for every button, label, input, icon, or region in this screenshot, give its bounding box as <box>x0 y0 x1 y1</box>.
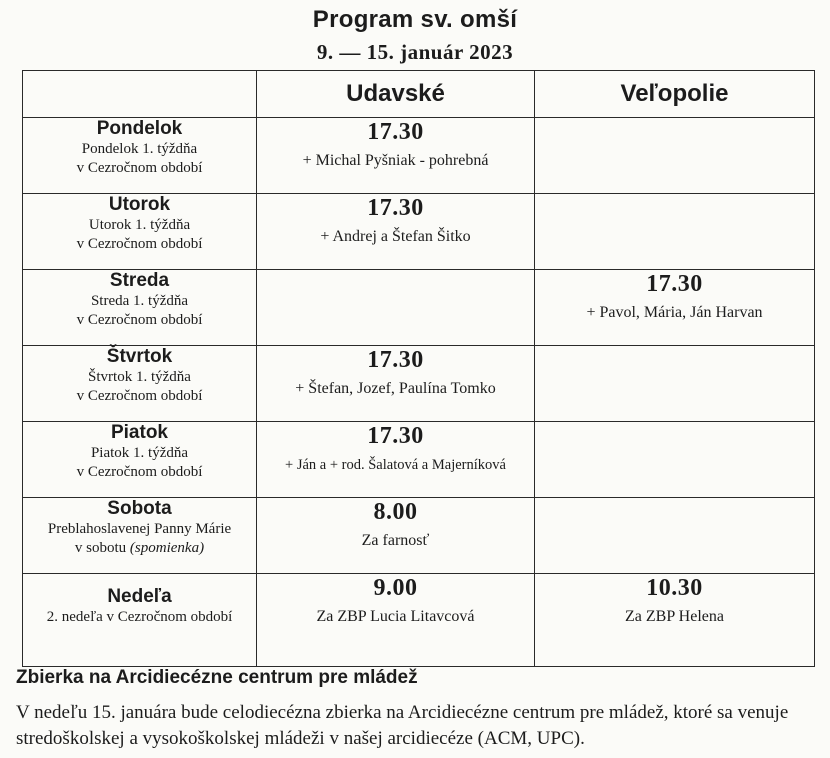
day-subtitle: 2. nedeľa v Cezročnom období <box>46 609 233 625</box>
mass-cell-udavske <box>257 574 535 667</box>
day-name: Utorok <box>108 194 171 215</box>
mass-intention: Za ZBP Helena <box>625 608 724 625</box>
mass-cell-udavske <box>257 118 535 194</box>
mass-cell-velopolie <box>535 422 815 498</box>
mass-cell-udavske <box>257 346 535 422</box>
day-subtitle: v Cezročnom období <box>76 388 203 404</box>
table-row <box>23 498 815 574</box>
day-subtitle: v Cezročnom období <box>76 236 203 252</box>
memorial-label: (spomienka) <box>129 540 205 556</box>
mass-intention: Za farnosť <box>361 532 430 549</box>
day-cell <box>23 574 257 667</box>
table-row <box>23 194 815 270</box>
day-name: Štvrtok <box>106 346 173 367</box>
mass-cell-velopolie <box>535 346 815 422</box>
table-row <box>23 422 815 498</box>
day-subtitle: Preblahoslavenej Panny Márie <box>47 521 232 537</box>
mass-cell-velopolie <box>535 498 815 574</box>
day-subtitle: Pondelok 1. týždňa <box>81 141 198 157</box>
mass-time: 17.30 <box>367 347 424 373</box>
mass-cell-velopolie <box>535 118 815 194</box>
day-cell <box>23 346 257 422</box>
mass-intention: Za ZBP Lucia Litavcová <box>316 608 475 625</box>
page-title: Program sv. omší <box>312 6 518 33</box>
day-name: Sobota <box>107 498 172 519</box>
day-subtitle: v sobotu <box>74 540 130 556</box>
day-name: Streda <box>109 270 170 291</box>
table-row <box>23 346 815 422</box>
date-range: 9. — 15. január 2023 <box>316 40 514 64</box>
table-row <box>23 574 815 667</box>
mass-time: 8.00 <box>373 499 418 525</box>
mass-time: 17.30 <box>367 119 424 145</box>
mass-time: 10.30 <box>646 575 703 601</box>
mass-intention: + Pavol, Mária, Ján Harvan <box>586 304 763 321</box>
mass-intention: + Ján a + rod. Šalatová a Majerníková <box>285 457 506 473</box>
mass-intention: + Andrej a Štefan Šitko <box>320 228 471 245</box>
mass-time: 17.30 <box>367 423 424 449</box>
day-name: Piatok <box>110 422 169 443</box>
day-cell <box>23 498 257 574</box>
day-subtitle: Piatok 1. týždňa <box>90 445 189 461</box>
mass-intention: + Michal Pyšniak - pohrebná <box>302 152 489 169</box>
mass-cell-velopolie <box>535 194 815 270</box>
mass-schedule-table <box>22 70 815 667</box>
day-subtitle: v Cezročnom období <box>76 160 203 176</box>
mass-time: 9.00 <box>373 575 418 601</box>
mass-cell-udavske <box>257 194 535 270</box>
table-row <box>23 118 815 194</box>
column-header-udavske: Udavské <box>257 71 535 118</box>
column-header-velopolie: Veľopolie <box>535 71 815 118</box>
day-subtitle-line <box>23 539 256 558</box>
day-cell <box>23 270 257 346</box>
notice-heading: Zbierka na Arcidiecézne centrum pre mládež <box>16 667 418 688</box>
day-subtitle: v Cezročnom období <box>76 312 203 328</box>
day-subtitle: Streda 1. týždňa <box>90 293 189 309</box>
day-name: Pondelok <box>96 118 183 139</box>
mass-cell-udavske <box>257 498 535 574</box>
day-cell <box>23 422 257 498</box>
day-subtitle: v Cezročnom období <box>76 464 203 480</box>
mass-time: 17.30 <box>367 195 424 221</box>
mass-time: 17.30 <box>646 271 703 297</box>
mass-cell-velopolie <box>535 574 815 667</box>
day-cell <box>23 194 257 270</box>
day-name: Nedeľa <box>107 586 172 607</box>
day-subtitle: Štvrtok 1. týždňa <box>88 369 191 385</box>
mass-cell-udavske <box>257 270 535 346</box>
mass-cell-udavske <box>257 422 535 498</box>
mass-intention: + Štefan, Jozef, Paulína Tomko <box>295 380 496 397</box>
mass-cell-velopolie <box>535 270 815 346</box>
table-row <box>23 270 815 346</box>
day-subtitle: Utorok 1. týždňa <box>88 217 191 233</box>
table-header-row <box>23 71 815 118</box>
notice-text: V nedeľu 15. januára bude celodiecézna zbierka na Arcidiecézne centrum pre mládež, ktoré sa venuje stredoškolskej a vysokoškolskej mládeži v našej arcidiecéze (ACM, UPC). <box>16 702 789 749</box>
header-empty-cell <box>23 71 257 118</box>
day-cell <box>23 118 257 194</box>
